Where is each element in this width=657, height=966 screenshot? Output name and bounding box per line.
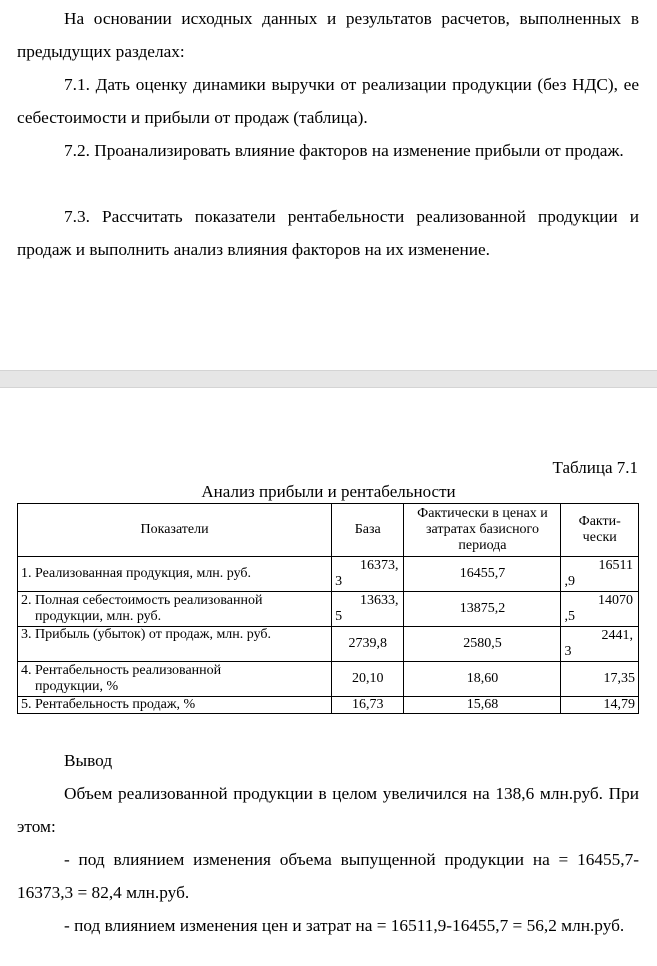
row-base: 20,10	[332, 662, 404, 697]
table-label: Таблица 7.1	[552, 458, 638, 477]
page-divider	[0, 370, 657, 388]
table-row	[18, 557, 639, 592]
row-mid: 13875,2	[404, 592, 561, 627]
table-row	[18, 662, 639, 697]
row-name	[18, 627, 332, 662]
table-title: Анализ прибыли и рентабельности	[201, 482, 456, 501]
row-name-text: 3. Прибыль (убыток) от продаж, млн. руб.	[21, 627, 272, 642]
row-actual	[561, 557, 639, 592]
row-actual	[561, 627, 639, 662]
row-base-part-1: 16373,	[359, 558, 399, 573]
page-2	[0, 388, 657, 966]
header-actual	[561, 504, 639, 557]
row-name-text: 2. Полная себестоимость реализованной	[21, 593, 263, 608]
row-actual-part-2: 3	[564, 644, 572, 659]
row-name	[18, 592, 332, 627]
header-indicator: Показатели	[18, 504, 332, 557]
conclusion-heading: Вывод	[64, 751, 113, 770]
row-base	[332, 557, 404, 592]
task-7-1: 7.1. Дать оценку динамики выручки от реализации продукции (без НДС), ее себестоимости и прибыли от продаж (таблица).	[17, 75, 639, 127]
header-actual-base-prices: Фактически в ценах и затратах базисного периода	[404, 504, 561, 557]
row-name	[18, 557, 332, 592]
row-actual-part-1: 14070	[598, 593, 633, 608]
header-actual-line-2: чески	[582, 530, 617, 545]
row-mid: 2580,5	[404, 627, 561, 662]
row-name	[18, 662, 332, 697]
header-base: База	[332, 504, 404, 557]
row-base: 16,73	[332, 697, 404, 714]
row-name-text: 4. Рентабельность реализованной	[21, 663, 222, 678]
table-header-row	[18, 504, 639, 557]
row-base: 2739,8	[332, 627, 404, 662]
page-1	[0, 0, 657, 370]
conclusion-paragraph-2: - под влиянием изменения объема выпущенной продукции на = 16455,7-16373,3 = 82,4 млн.руб.	[17, 850, 639, 902]
intro-paragraph: На основании исходных данных и результатов расчетов, выполненных в предыдущих разделах:	[17, 9, 639, 61]
row-base-part-2: 3	[335, 574, 343, 589]
row-base	[332, 592, 404, 627]
row-name-text: 5. Рентабельность продаж, %	[21, 697, 196, 712]
row-name-text-2: продукции, %	[35, 679, 119, 694]
row-actual: 17,35	[561, 662, 639, 697]
row-base-part-2: 5	[335, 609, 343, 624]
row-actual-part-2: ,5	[564, 609, 575, 624]
conclusion-paragraph-1: Объем реализованной продукции в целом увеличился на 138,6 млн.руб. При этом:	[17, 784, 639, 836]
task-7-2: 7.2. Проанализировать влияние факторов на изменение прибыли от продаж.	[64, 141, 624, 160]
row-actual-part-1: 16511	[598, 558, 633, 573]
row-name-text: 1. Реализованная продукция, млн. руб.	[21, 566, 252, 581]
task-7-3: 7.3. Рассчитать показатели рентабельности реализованной продукции и продаж и выполнить анализ влияния факторов на их изменение.	[17, 207, 639, 259]
profit-table	[17, 503, 639, 714]
row-mid: 18,60	[404, 662, 561, 697]
row-name-text-2: продукции, млн. руб.	[35, 609, 162, 624]
row-name	[18, 697, 332, 714]
row-mid: 15,68	[404, 697, 561, 714]
row-actual-part-1: 2441,	[601, 628, 633, 643]
header-actual-line-1: Факти-	[578, 514, 621, 529]
table-row	[18, 592, 639, 627]
row-actual-part-2: ,9	[564, 574, 575, 589]
row-actual	[561, 592, 639, 627]
table-row	[18, 627, 639, 662]
row-base-part-1: 13633,	[359, 593, 399, 608]
row-mid: 16455,7	[404, 557, 561, 592]
row-actual: 14,79	[561, 697, 639, 714]
table-row	[18, 697, 639, 714]
conclusion-paragraph-3: - под влиянием изменения цен и затрат на = 16511,9-16455,7 = 56,2 млн.руб.	[64, 916, 625, 935]
